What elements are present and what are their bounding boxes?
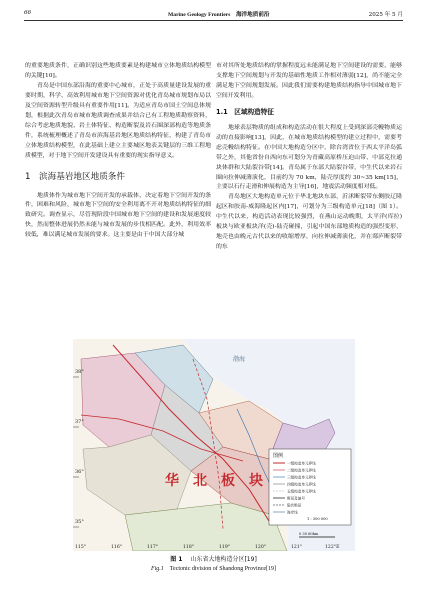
legend-title: 图例 <box>273 453 284 459</box>
legend-item: 隐伏断层 <box>287 503 302 508</box>
paragraph: 青岛是中国东部沿海的重要中心城市，正处于高质量建设发展的重要时期，科学、高效利用城市地下空间资源对优化青岛城市规划布局以及空间资源转型升级具有重要作用[11]。为适应青岛市国土空间总体规划，根据此次青岛市城市地质调查成果并结合已有工程地质勘察资料，综合考虑地质地貌、岩土体特征、构造断裂及岩石圈深部构造等地质条件，系统梳理概述了青岛市滨海基岩地区地质结构特征，构建了青岛市立体地质结构模型，在此基础上建立主要城区地表关键层的三维工程地质模型，对于地下空间开发建设具有重要的现实指导意义。 <box>25 82 211 159</box>
legend-item: 五级构造单元界线 <box>287 489 316 494</box>
legend-item: 四级构造单元界线 <box>287 482 316 487</box>
map-legend <box>269 449 351 525</box>
figure-caption-text-en: Tectonic division of Shandong Province[19] <box>169 566 277 572</box>
paragraph: 地球表层物质的组成和构造活动在很大程度上受到深部壳幔物质运动的直接影响[13]，因此，在城市地质结构模型的建立过程中，需要考虑壳幔结构特征。在中国大地构造分区中，除台湾省位于西太平洋岛弧带之外，其他省份自西向东可划分为青藏高原桥压迫山带、中部克拉通块体群和大陆裂谷带[14]。青岛属于东部大陆裂谷带，中生代以来岩石圈向拉伸减薄演化，目前约为 70 km，陆壳厚度约 30~35 km[15]，主要以石行走滑和伸展构造为主导[16]，地震活动频度相对低。 <box>216 124 402 191</box>
lon-label: 119° <box>219 545 231 550</box>
issue-date: 2025 年 5 月 <box>368 12 403 18</box>
legend-item: 二级构造单元界线 <box>287 468 316 473</box>
page-number: 66 <box>24 10 32 16</box>
right-column <box>216 62 402 253</box>
left-column <box>25 62 211 241</box>
figure-caption-zh <box>0 554 427 563</box>
legend-item: 海岸线 <box>287 510 298 515</box>
lon-label: 120° <box>255 545 267 550</box>
lat-label: 37° <box>75 419 84 425</box>
paragraph: 的重要地质条件，正确识别这些地质要素是构建城市立体地质结构模型的关键[10]。 <box>25 63 211 79</box>
lon-label: 121° <box>291 545 303 550</box>
figure-label: 图 1 <box>170 556 183 563</box>
lon-label: 122°E <box>325 545 340 550</box>
scale-bar: 0 30 60km <box>299 532 319 536</box>
figure-label-en: Fig.1 <box>150 566 164 572</box>
lon-label: 118° <box>183 545 195 550</box>
sea-label: 渤海 <box>233 356 246 363</box>
tectonic-map-figure <box>73 339 355 551</box>
lon-label: 116° <box>111 545 123 550</box>
figure-caption-en <box>0 566 427 572</box>
legend-item: 一级构造单元界线 <box>287 461 316 466</box>
lat-label: 38° <box>75 369 84 375</box>
lat-label: 36° <box>75 469 84 475</box>
journal-title: Marine Geology Frontiers 海洋地质前沿 <box>168 12 270 18</box>
section-title: 1 滨海基岩地区地质条件 <box>25 171 125 182</box>
running-header <box>24 8 403 21</box>
lon-label: 117° <box>147 545 159 550</box>
lat-label: 35° <box>75 519 84 525</box>
figure-caption-text: 山东省大地构造分区[19] <box>190 556 257 563</box>
paragraph: 青岛地区大地构造单元位于华北地块东部，沂沭断裂带东侧胶辽隆起区和胶南-威海隆起区内[17]，可划分为三级构造单元[18]（图 1）。中生代以来，构造活动表现比较强烈，在燕山运动晚期，太平洋(库拉)板块与欧亚板块洋(壳)-陆壳碰撞，引起中国东部地质构造的强烈变形，地壳也由晚元古代以来的收缩增厚，向拉伸减薄演化，并在郯庐断裂带的东 <box>216 194 402 251</box>
plate-label: 华 北 板 块 <box>165 473 263 489</box>
map-scale: 1 : 300 000 <box>307 517 328 521</box>
legend-item: 三级构造单元界线 <box>287 475 316 480</box>
subsection-title: 1.1 区域构造特征 <box>216 107 274 116</box>
lon-label: 115° <box>75 545 87 550</box>
paragraph: 市对其所处地质结构的掌握程度远未能满足地下空间建设的需要，能够支撑地下空间规划与开发的基础性地质工作相对薄弱[12]，尚不能完全满足地下空间规划发展。因此我们需要构建地质结构指导中国城市地下空间开发利用。 <box>216 63 402 99</box>
paragraph: 地质体作为城市地下空间开发的承载体，决定着地下空间开发的条件，困难和风险，城市地下空间的安全利用离不开对地质结构特征的细致研究。调查显示，尽管现阶段中国城市地下空间的建设和发展速度较快，然而整体进展仍然未能与城市发展的步伐相匹配。此外，利用效率较低，难以满足城市发展的要求。这主要是由于中国大部分城 <box>25 192 211 239</box>
legend-item: 断层及编号 <box>287 496 305 501</box>
